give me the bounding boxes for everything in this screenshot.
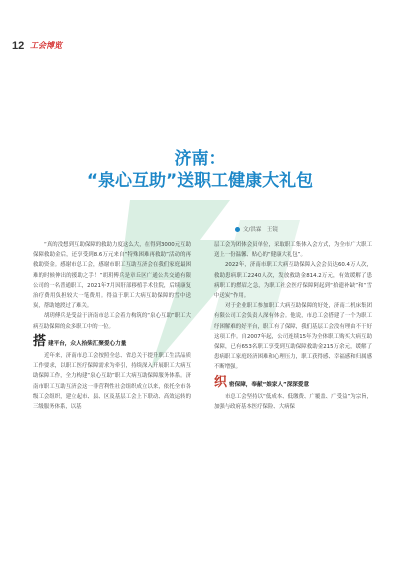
section-heading (214, 374, 372, 390)
section-initial: 织 (214, 374, 228, 390)
paragraph: 近年来，济南市总工会按照全总、省总关于提升职工生活品质工作要求，以职工医疗保障需求为牵引，持续深入开展职工大病互助保障工作，全力构建“泉心互助”职工大病互助保障服务体系。济南市职工互助互济会这一非营利性社会组织成立以来，依托全市各级工会组织，建立起市、县、区及基层工会上下联动、高效运转的三级服务体系，以基 (33, 353, 191, 411)
byline (235, 225, 278, 233)
paragraph: 层工会为团体会员单位，采取职工集体入会方式，为全市广大职工送上一份温馨、贴心的“健康大礼包”。 (214, 242, 372, 259)
paragraph: 2022年，济南市职工大病互助保障入会会员达60.4万人次，救助患病职工2240人次，发放救助金814.2万元，有效缓解了患病职工的燃眉之急，为职工社会医疗保障阿起到“拾遗补缺”和“雪中送炭”作用。 (214, 262, 372, 300)
magazine-logo: 工会博览 (30, 41, 62, 50)
byline-text: 文/洪霖 王镜 (243, 227, 278, 233)
section-heading-text: 建平台，众人拾柴汇聚爱心力量 (48, 340, 127, 347)
paragraph: “真的没想到互助保障的救助力度这么大，在得到3000元互助保障救助金后，还享受到8.6万元来自“特殊困难再救助”活动的再救助资金。感谢市总工会，感谢市职工互助互济会在我们家庭最困难的时候伸出的援助之手！”胡玥傅兵是章丘区广通公共交通有限公司的一名普通职工，2021年7月因肝部移植手术住院，后续康复治疗费用负担较大一笔费用。得益于职工大病互助保障的雪中送炭，帮助她渡过了难关。 (33, 242, 191, 310)
paragraph: 对于企业职工参加职工大病互助保障的好处，济南二机床集团有限公司工会负责人深有体会。他说，市总工会搭建了一个为职工纾困解难的好平台，职工有了保障，我们基层工会没有理由不干好这项工作。自2007年起，公司连续15年为全体职工购买大病互助保障，已有653名职工享受到互助保障救助金215万余元，缓解了患病职工家庭经济困难和心理压力，职工获得感、幸福感和归属感不断增强。 (214, 303, 372, 371)
paragraph: 市总工会坚持以“低成本、低缴费、广覆盖、广受益”为宗旨，加强与政府基本医疗保险、大病保 (214, 393, 372, 411)
paragraph: 胡玥傅兵是受益于济南市总工会着力构筑的“泉心互助”职工大病互助保障的众多职工中的一位。 (33, 313, 191, 330)
byline-marker-icon (235, 227, 240, 232)
left-column (33, 240, 191, 412)
page-number: 12 (12, 40, 25, 52)
article-title-line2: “泉心互助”送职工健康大礼包 (86, 171, 314, 191)
section-initial: 搭 (33, 333, 47, 349)
section-heading-text: 密保障，奉献“娘家人”深深爱意 (229, 381, 310, 388)
section-heading (33, 333, 191, 349)
article-title-line1: 济南： (174, 149, 226, 169)
right-column (214, 240, 372, 412)
